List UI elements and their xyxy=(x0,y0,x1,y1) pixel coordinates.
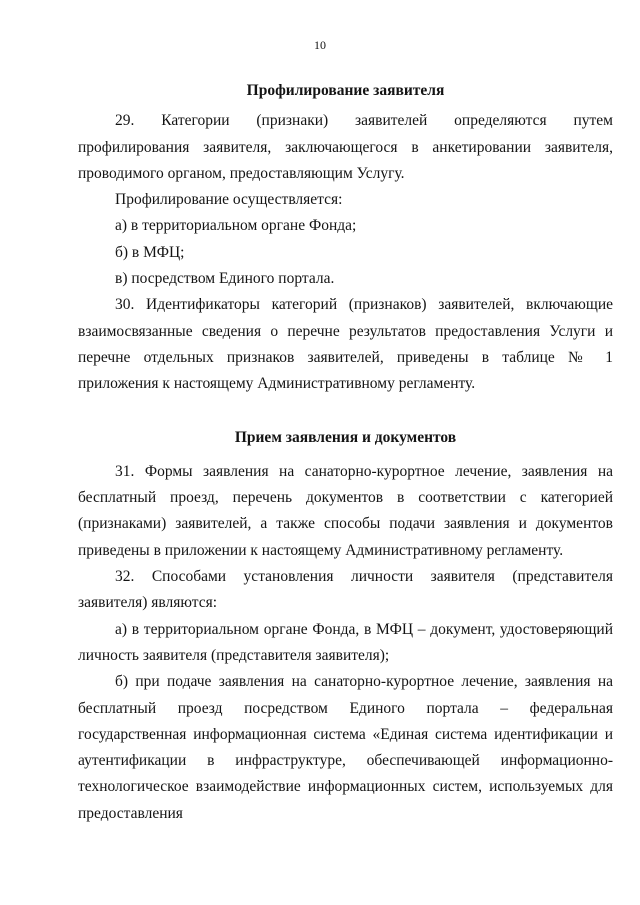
paragraph-32: 32. Способами установления личности заявителя (представителя заявителя) являются: xyxy=(78,568,613,612)
paragraph-32a: а) в территориальном органе Фонда, в МФЦ – документ, удостоверяющий личность заявителя (представителя заявителя); xyxy=(78,620,613,664)
list-item: б) в МФЦ; xyxy=(115,243,185,261)
page-number: 10 xyxy=(314,38,326,52)
section-heading-application: Прием заявления и документов xyxy=(234,428,457,446)
section-heading-profiling: Профилирование заявителя xyxy=(246,82,445,99)
list-item: в) посредством Единого портала. xyxy=(115,270,335,288)
paragraph-31: 31. Формы заявления на санаторно-курортное лечение, заявления на бесплатный проезд, перечень документов в соответствии с категорией (признаками) заявителей, а также способы подачи заявления и документов приведены в приложении к настоящему Административному регламенту. xyxy=(78,462,613,559)
paragraph-32b: б) при подаче заявления на санаторно-курортное лечение, заявления на бесплатный проезд посредством Единого портала – федеральная государственная информационная система «Единая система идентификации и аутентификации в инфраструктуре, обеспечивающей информационно-технологическое взаимодействие информационных систем, используемых для предоставления xyxy=(78,673,613,822)
list-item: а) в территориальном органе Фонда; xyxy=(115,217,357,235)
paragraph-29: 29. Категории (признаки) заявителей определяются путем профилирования заявителя, заключающегося в анкетировании заявителя, проводимого органом, предоставляющим Услугу. xyxy=(78,112,613,182)
document-body xyxy=(78,78,613,827)
paragraph-profiling-intro: Профилирование осуществляется: xyxy=(115,191,343,209)
paragraph-30: 30. Идентификаторы категорий (признаков) заявителей, включающие взаимосвязанные сведения о перечне результатов предоставления Услуги и перечне отдельных признаков заявителей, приведены в таблице № 1 приложения к настоящему Административному регламенту. xyxy=(78,296,613,393)
